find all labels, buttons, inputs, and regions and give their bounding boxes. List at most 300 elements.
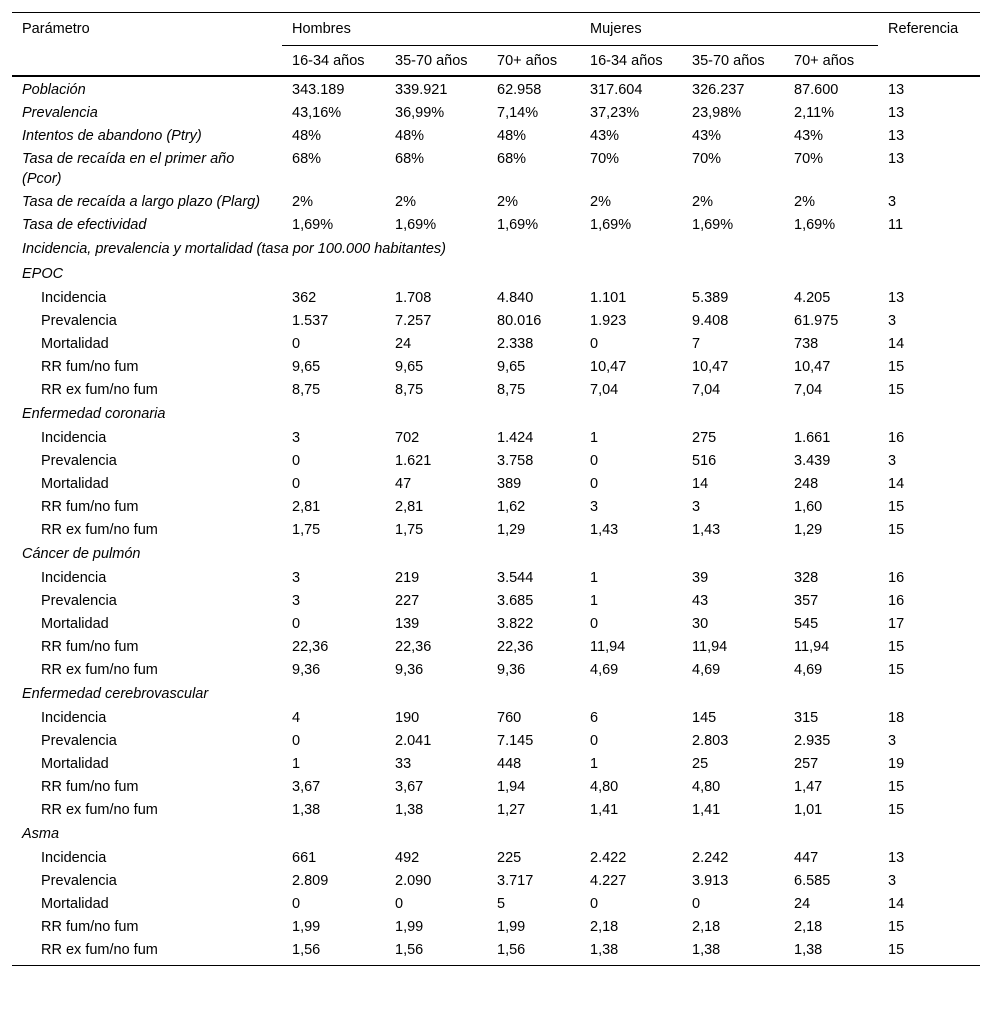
value-cell: 2.242 (692, 850, 729, 866)
value-cell: 1,99 (497, 919, 526, 935)
reference-cell: 15 (888, 919, 905, 935)
row-label: RR ex fum/no fum (41, 662, 158, 678)
reference-cell: 13 (888, 850, 905, 866)
value-cell: 702 (395, 430, 420, 446)
row-label: Intentos de abandono (Ptry) (22, 128, 202, 144)
value-cell: 2.041 (395, 733, 432, 749)
value-cell: 1,29 (497, 522, 526, 538)
value-cell: 22,36 (292, 639, 329, 655)
table-row (12, 310, 980, 333)
parameters-table-container (12, 12, 980, 966)
value-cell: 22,36 (497, 639, 534, 655)
value-cell: 1 (590, 430, 599, 446)
value-cell: 492 (395, 850, 420, 866)
reference-cell: 3 (888, 873, 897, 889)
value-cell: 7,04 (692, 382, 721, 398)
value-cell: 1.537 (292, 313, 329, 329)
value-cell: 39 (692, 570, 709, 586)
reference-cell: 15 (888, 359, 905, 375)
value-cell: 2% (794, 194, 815, 210)
value-cell: 248 (794, 476, 819, 492)
value-cell: 9,36 (395, 662, 424, 678)
value-cell: 3.717 (497, 873, 534, 889)
value-cell: 357 (794, 593, 819, 609)
row-label: RR fum/no fum (41, 919, 139, 935)
disease-name: Enfermedad coronaria (22, 406, 166, 422)
value-cell: 70% (590, 151, 620, 167)
value-cell: 24 (794, 896, 811, 912)
reference-cell: 13 (888, 105, 905, 121)
reference-cell: 13 (888, 151, 905, 167)
disease-heading-row (12, 542, 980, 567)
header-age-h-35-70: 35-70 años (385, 46, 487, 77)
value-cell: 190 (395, 710, 420, 726)
value-cell: 4.205 (794, 290, 831, 306)
disease-name: Asma (22, 826, 60, 842)
reference-cell: 3 (888, 453, 897, 469)
value-cell: 9.408 (692, 313, 729, 329)
reference-cell: 3 (888, 733, 897, 749)
value-cell: 0 (590, 616, 599, 632)
value-cell: 1,38 (395, 802, 424, 818)
value-cell: 43% (590, 128, 620, 144)
table-row (12, 333, 980, 356)
value-cell: 1 (590, 756, 599, 772)
value-cell: 2% (395, 194, 416, 210)
value-cell: 3.439 (794, 453, 831, 469)
value-cell: 4,69 (692, 662, 721, 678)
value-cell: 2.935 (794, 733, 831, 749)
value-cell: 661 (292, 850, 317, 866)
value-cell: 11,94 (794, 639, 830, 655)
reference-cell: 13 (888, 128, 905, 144)
row-label: RR fum/no fum (41, 779, 139, 795)
header-age-h-70plus: 70+ años (487, 46, 580, 77)
value-cell: 1,38 (682, 939, 784, 966)
value-cell: 328 (794, 570, 819, 586)
value-cell: 43% (692, 128, 722, 144)
value-cell: 7,14% (497, 105, 539, 121)
row-label: Prevalencia (22, 105, 98, 121)
value-cell: 68% (497, 151, 527, 167)
table-row (12, 636, 980, 659)
value-cell: 1,75 (395, 522, 424, 538)
value-cell: 339.921 (395, 82, 448, 98)
value-cell: 2,18 (794, 919, 823, 935)
value-cell: 3 (292, 570, 301, 586)
value-cell: 4.227 (590, 873, 627, 889)
value-cell: 11,94 (692, 639, 728, 655)
value-cell: 9,65 (395, 359, 424, 375)
value-cell: 1,27 (497, 802, 526, 818)
table-row (12, 519, 980, 542)
value-cell: 30 (692, 616, 709, 632)
value-cell: 23,98% (692, 105, 742, 121)
value-cell: 6 (590, 710, 599, 726)
disease-name: Cáncer de pulmón (22, 546, 141, 562)
value-cell: 1 (590, 593, 599, 609)
value-cell: 36,99% (395, 105, 445, 121)
reference-cell: 15 (888, 382, 905, 398)
row-label: Tasa de recaída en el primer año (Pcor) (22, 151, 235, 187)
value-cell: 0 (692, 896, 701, 912)
table-row (12, 659, 980, 682)
value-cell: 343.189 (292, 82, 345, 98)
value-cell: 0 (292, 733, 301, 749)
value-cell: 0 (590, 896, 599, 912)
value-cell: 257 (794, 756, 819, 772)
value-cell: 68% (292, 151, 322, 167)
value-cell: 7,04 (794, 382, 823, 398)
value-cell: 87.600 (794, 82, 839, 98)
value-cell: 0 (590, 336, 599, 352)
value-cell: 326.237 (692, 82, 745, 98)
table-row (12, 379, 980, 402)
reference-cell: 11 (888, 217, 904, 233)
value-cell: 738 (794, 336, 819, 352)
value-cell: 2% (692, 194, 713, 210)
value-cell: 1,69% (692, 217, 734, 233)
value-cell: 447 (794, 850, 819, 866)
value-cell: 1,69% (590, 217, 632, 233)
row-label: Incidencia (41, 710, 107, 726)
value-cell: 7.257 (395, 313, 432, 329)
value-cell: 0 (590, 476, 599, 492)
value-cell: 1,38 (784, 939, 878, 966)
value-cell: 2,81 (292, 499, 321, 515)
table-header (12, 13, 980, 77)
value-cell: 1,69% (395, 217, 437, 233)
reference-cell: 3 (888, 194, 897, 210)
value-cell: 2% (497, 194, 518, 210)
value-cell: 545 (794, 616, 819, 632)
value-cell: 2% (292, 194, 313, 210)
value-cell: 1,69% (292, 217, 334, 233)
value-cell: 3 (692, 499, 701, 515)
reference-cell: 15 (888, 779, 905, 795)
value-cell: 0 (292, 336, 301, 352)
value-cell: 6.585 (794, 873, 831, 889)
value-cell: 0 (590, 733, 599, 749)
value-cell: 14 (692, 476, 709, 492)
table-row (12, 356, 980, 379)
value-cell: 2.338 (497, 336, 534, 352)
value-cell: 1,43 (590, 522, 619, 538)
value-cell: 1 (292, 756, 301, 772)
value-cell: 5 (497, 896, 506, 912)
value-cell: 0 (590, 453, 599, 469)
value-cell: 227 (395, 593, 420, 609)
table-body (12, 76, 980, 966)
table-row (12, 776, 980, 799)
value-cell: 11,94 (590, 639, 626, 655)
table-row (12, 590, 980, 613)
table-row (12, 753, 980, 776)
row-label: RR fum/no fum (41, 499, 139, 515)
value-cell: 3 (292, 430, 301, 446)
value-cell: 1.661 (794, 430, 831, 446)
value-cell: 2,18 (590, 919, 619, 935)
incidence-heading: Incidencia, prevalencia y mortalidad (tasa por 100.000 habitantes) (22, 241, 446, 257)
value-cell: 1,29 (794, 522, 823, 538)
row-label: RR ex fum/no fum (41, 802, 158, 818)
value-cell: 4.840 (497, 290, 534, 306)
reference-cell: 15 (878, 939, 980, 966)
value-cell: 10,47 (590, 359, 627, 375)
value-cell: 48% (497, 128, 527, 144)
disease-name: EPOC (22, 266, 64, 282)
value-cell: 33 (395, 756, 412, 772)
reference-cell: 16 (888, 430, 905, 446)
value-cell: 8,75 (292, 382, 321, 398)
value-cell: 275 (692, 430, 717, 446)
value-cell: 47 (395, 476, 412, 492)
value-cell: 3.544 (497, 570, 534, 586)
value-cell: 37,23% (590, 105, 640, 121)
value-cell: 2,18 (692, 919, 721, 935)
reference-cell: 3 (888, 313, 897, 329)
reference-cell: 15 (888, 639, 905, 655)
value-cell: 2.422 (590, 850, 627, 866)
row-label: Mortalidad (41, 476, 109, 492)
table-row (12, 939, 980, 966)
value-cell: 43% (794, 128, 824, 144)
value-cell: 48% (395, 128, 425, 144)
row-label: Mortalidad (41, 896, 109, 912)
value-cell: 139 (395, 616, 420, 632)
header-hombres: Hombres (282, 13, 580, 46)
value-cell: 0 (292, 616, 301, 632)
value-cell: 10,47 (794, 359, 831, 375)
value-cell: 4,80 (590, 779, 619, 795)
value-cell: 1,94 (497, 779, 526, 795)
value-cell: 48% (292, 128, 322, 144)
value-cell: 1,56 (385, 939, 487, 966)
reference-cell: 13 (888, 290, 905, 306)
value-cell: 7 (692, 336, 701, 352)
value-cell: 25 (692, 756, 709, 772)
reference-cell: 14 (888, 476, 905, 492)
row-label: Tasa de recaída a largo plazo (Plarg) (22, 194, 261, 210)
value-cell: 22,36 (395, 639, 432, 655)
reference-cell: 16 (888, 593, 905, 609)
table-row (12, 707, 980, 730)
reference-cell: 15 (888, 802, 905, 818)
row-label: Incidencia (41, 570, 107, 586)
row-label: Prevalencia (41, 313, 117, 329)
value-cell: 1,62 (497, 499, 526, 515)
value-cell: 62.958 (497, 82, 542, 98)
value-cell: 448 (497, 756, 522, 772)
table-row (12, 76, 980, 102)
table-row (12, 450, 980, 473)
value-cell: 0 (292, 453, 301, 469)
value-cell: 1.424 (497, 430, 534, 446)
table-row (12, 148, 980, 191)
section-heading-row (12, 237, 980, 262)
value-cell: 2% (590, 194, 611, 210)
row-label: Mortalidad (41, 336, 109, 352)
value-cell: 4,69 (794, 662, 823, 678)
table-row (12, 473, 980, 496)
reference-cell: 14 (888, 336, 905, 352)
reference-cell: 19 (888, 756, 905, 772)
value-cell: 43 (692, 593, 709, 609)
value-cell: 1.923 (590, 313, 627, 329)
table-row (12, 125, 980, 148)
value-cell: 4,80 (692, 779, 721, 795)
value-cell: 516 (692, 453, 717, 469)
value-cell: 3,67 (292, 779, 321, 795)
header-referencia: Referencia (878, 13, 980, 77)
table-row (12, 287, 980, 310)
value-cell: 1.101 (590, 290, 627, 306)
value-cell: 24 (395, 336, 412, 352)
value-cell: 1,43 (692, 522, 721, 538)
row-label: Tasa de efectividad (22, 217, 147, 233)
value-cell: 1,01 (794, 802, 823, 818)
value-cell: 1,99 (395, 919, 424, 935)
parameters-table (12, 12, 980, 966)
value-cell: 0 (292, 896, 301, 912)
header-row-groups (12, 13, 980, 46)
value-cell: 2,81 (395, 499, 424, 515)
table-row (12, 847, 980, 870)
value-cell: 4 (292, 710, 301, 726)
reference-cell: 17 (888, 616, 905, 632)
row-label: Población (22, 82, 86, 98)
header-age-m-16-34: 16-34 años (580, 46, 682, 77)
value-cell: 219 (395, 570, 420, 586)
value-cell: 70% (794, 151, 824, 167)
table-row (12, 191, 980, 214)
header-mujeres: Mujeres (580, 13, 878, 46)
value-cell: 9,65 (292, 359, 321, 375)
row-label: Incidencia (41, 850, 107, 866)
table-row (12, 214, 980, 237)
row-label: Mortalidad (41, 756, 109, 772)
reference-cell: 15 (888, 499, 905, 515)
row-label: RR fum/no fum (41, 359, 139, 375)
value-cell: 1,56 (282, 939, 385, 966)
row-label: RR ex fum/no fum (41, 382, 158, 398)
row-label: Prevalencia (41, 453, 117, 469)
disease-heading-row (12, 682, 980, 707)
value-cell: 1,69% (497, 217, 539, 233)
value-cell: 61.975 (794, 313, 839, 329)
value-cell: 10,47 (692, 359, 729, 375)
value-cell: 2,11% (794, 105, 835, 121)
value-cell: 1,99 (292, 919, 321, 935)
value-cell: 9,36 (497, 662, 526, 678)
value-cell: 3 (590, 499, 599, 515)
value-cell: 3.822 (497, 616, 534, 632)
value-cell: 3,67 (395, 779, 424, 795)
value-cell: 3.913 (692, 873, 729, 889)
value-cell: 760 (497, 710, 522, 726)
header-age-h-16-34: 16-34 años (282, 46, 385, 77)
reference-cell: 13 (888, 82, 905, 98)
value-cell: 70% (692, 151, 722, 167)
table-row (12, 613, 980, 636)
value-cell: 1,41 (590, 802, 619, 818)
value-cell: 43,16% (292, 105, 342, 121)
value-cell: 8,75 (497, 382, 526, 398)
value-cell: 145 (692, 710, 717, 726)
row-label: Prevalencia (41, 593, 117, 609)
value-cell: 1.621 (395, 453, 432, 469)
value-cell: 362 (292, 290, 317, 306)
table-row (12, 496, 980, 519)
row-label: RR ex fum/no fum (41, 522, 158, 538)
reference-cell: 14 (888, 896, 905, 912)
value-cell: 317.604 (590, 82, 643, 98)
value-cell: 68% (395, 151, 425, 167)
table-row (12, 799, 980, 822)
disease-heading-row (12, 262, 980, 287)
value-cell: 2.803 (692, 733, 729, 749)
value-cell: 3 (292, 593, 301, 609)
value-cell: 3.685 (497, 593, 534, 609)
value-cell: 1,41 (692, 802, 721, 818)
value-cell: 225 (497, 850, 522, 866)
table-row (12, 870, 980, 893)
value-cell: 0 (292, 476, 301, 492)
value-cell: 9,36 (292, 662, 321, 678)
table-row (12, 916, 980, 939)
value-cell: 315 (794, 710, 819, 726)
value-cell: 7,04 (590, 382, 619, 398)
table-row (12, 102, 980, 125)
value-cell: 9,65 (497, 359, 526, 375)
disease-heading-row (12, 402, 980, 427)
row-label: Incidencia (41, 430, 107, 446)
value-cell: 8,75 (395, 382, 424, 398)
row-label: Prevalencia (41, 733, 117, 749)
value-cell: 0 (395, 896, 404, 912)
value-cell: 1,38 (580, 939, 682, 966)
disease-heading-row (12, 822, 980, 847)
row-label: RR fum/no fum (41, 639, 139, 655)
value-cell: 7.145 (497, 733, 534, 749)
row-label: RR ex fum/no fum (12, 939, 282, 966)
value-cell: 1,56 (487, 939, 580, 966)
value-cell: 1.708 (395, 290, 432, 306)
value-cell: 1,75 (292, 522, 321, 538)
row-label: Mortalidad (41, 616, 109, 632)
value-cell: 2.809 (292, 873, 329, 889)
table-row (12, 427, 980, 450)
value-cell: 5.389 (692, 290, 729, 306)
row-label: Prevalencia (41, 873, 117, 889)
table-row (12, 730, 980, 753)
value-cell: 389 (497, 476, 522, 492)
value-cell: 2.090 (395, 873, 432, 889)
table-row (12, 893, 980, 916)
table-row (12, 567, 980, 590)
reference-cell: 15 (888, 662, 905, 678)
reference-cell: 16 (888, 570, 905, 586)
header-parametro: Parámetro (12, 13, 282, 77)
value-cell: 1,47 (794, 779, 823, 795)
value-cell: 80.016 (497, 313, 542, 329)
header-age-m-35-70: 35-70 años (682, 46, 784, 77)
value-cell: 3.758 (497, 453, 534, 469)
value-cell: 1,69% (794, 217, 836, 233)
value-cell: 1 (590, 570, 599, 586)
disease-name: Enfermedad cerebrovascular (22, 686, 209, 702)
reference-cell: 18 (888, 710, 905, 726)
